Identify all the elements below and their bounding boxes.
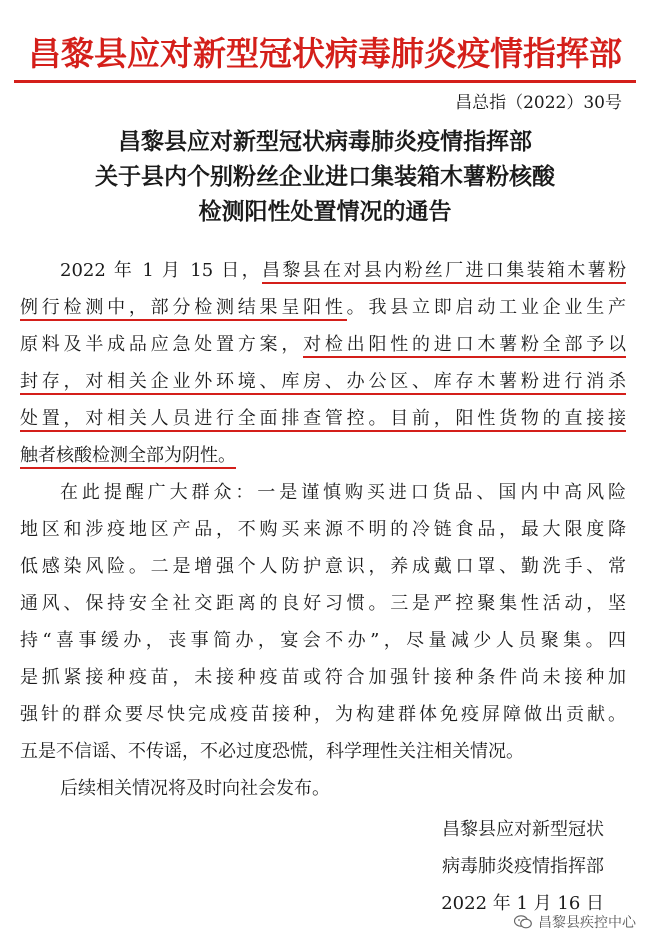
source-watermark — [514, 912, 636, 932]
underlined-text: 昌黎县在对县内粉丝厂进口集装箱木薯粉 — [262, 260, 626, 284]
title-line-1: 昌黎县应对新型冠状病毒肺炎疫情指挥部 — [118, 128, 532, 155]
body-line: 通风、保持安全社交距离的良好习惯。三是严控聚集性活动，坚 — [20, 593, 626, 614]
body-line — [20, 252, 626, 289]
body-text: 。我县立即启动工业企业生产 — [346, 297, 627, 318]
body-line: 强针的群众要尽快完成疫苗接种，为构建群体免疫屏障做出贡献。 — [20, 704, 626, 725]
body-line: 在此提醒广大群众：一是谨慎购买进口货品、国内中高风险 — [60, 482, 626, 503]
body-line: 是抓紧接种疫苗，未接种疫苗或符合加强针接种条件尚未接种加 — [20, 667, 626, 688]
title-line-3: 检测阳性处置情况的通告 — [198, 198, 452, 225]
body-line — [20, 400, 626, 437]
underlined-text: 触者核酸检测全部为阴性。 — [20, 445, 236, 469]
signature-org-line-2: 病毒肺炎疫情指挥部 — [442, 856, 604, 877]
signature-org-line-1: 昌黎县应对新型冠状 — [442, 819, 604, 840]
underlined-text: 封存，对相关企业外环境、库房、办公区、库存木薯粉进行消杀 — [20, 371, 626, 395]
body-line — [20, 437, 626, 474]
body-line: 后续相关情况将及时向社会发布。 — [60, 778, 330, 799]
underlined-text: 例行检测中，部分检测结果呈阳性 — [20, 297, 347, 321]
body-line — [20, 363, 626, 400]
title-line-2: 关于县内个别粉丝企业进口集装箱木薯粉核酸 — [95, 163, 555, 190]
underlined-text: 处置，对相关人员进行全面排查管控。目前，阳性货物的直接接 — [20, 408, 626, 432]
signature-date: 2022 年 1 月 16 日 — [441, 893, 604, 914]
body-line — [20, 326, 626, 363]
notice-body — [20, 252, 626, 807]
body-line: 五是不信谣、不传谣，不必过度恐慌，科学理性关注相关情况。 — [20, 741, 524, 762]
body-line — [20, 289, 626, 326]
document-number: 昌总指（2022）30号 — [455, 93, 622, 113]
underlined-text: 对检出阳性的进口木薯粉全部予以 — [303, 334, 626, 358]
wechat-icon — [514, 915, 532, 929]
body-line: 地区和涉疫地区产品，不购买来源不明的冷链食品，最大限度降 — [20, 519, 626, 540]
masthead-red-rule — [14, 80, 636, 83]
watermark-text: 昌黎县疾控中心 — [538, 915, 636, 931]
body-text: 原料及半成品应急处置方案， — [20, 334, 304, 355]
body-text: 2022 年 1 月 15 日， — [60, 260, 262, 281]
body-line: 低感染风险。二是增强个人防护意识，养成戴口罩、勤洗手、常 — [20, 556, 626, 577]
masthead-org-name: 昌黎县应对新型冠状病毒肺炎疫情指挥部 — [28, 34, 622, 73]
body-line: 持“喜事缓办，丧事简办，宴会不办”，尽量减少人员聚集。四 — [20, 630, 626, 651]
